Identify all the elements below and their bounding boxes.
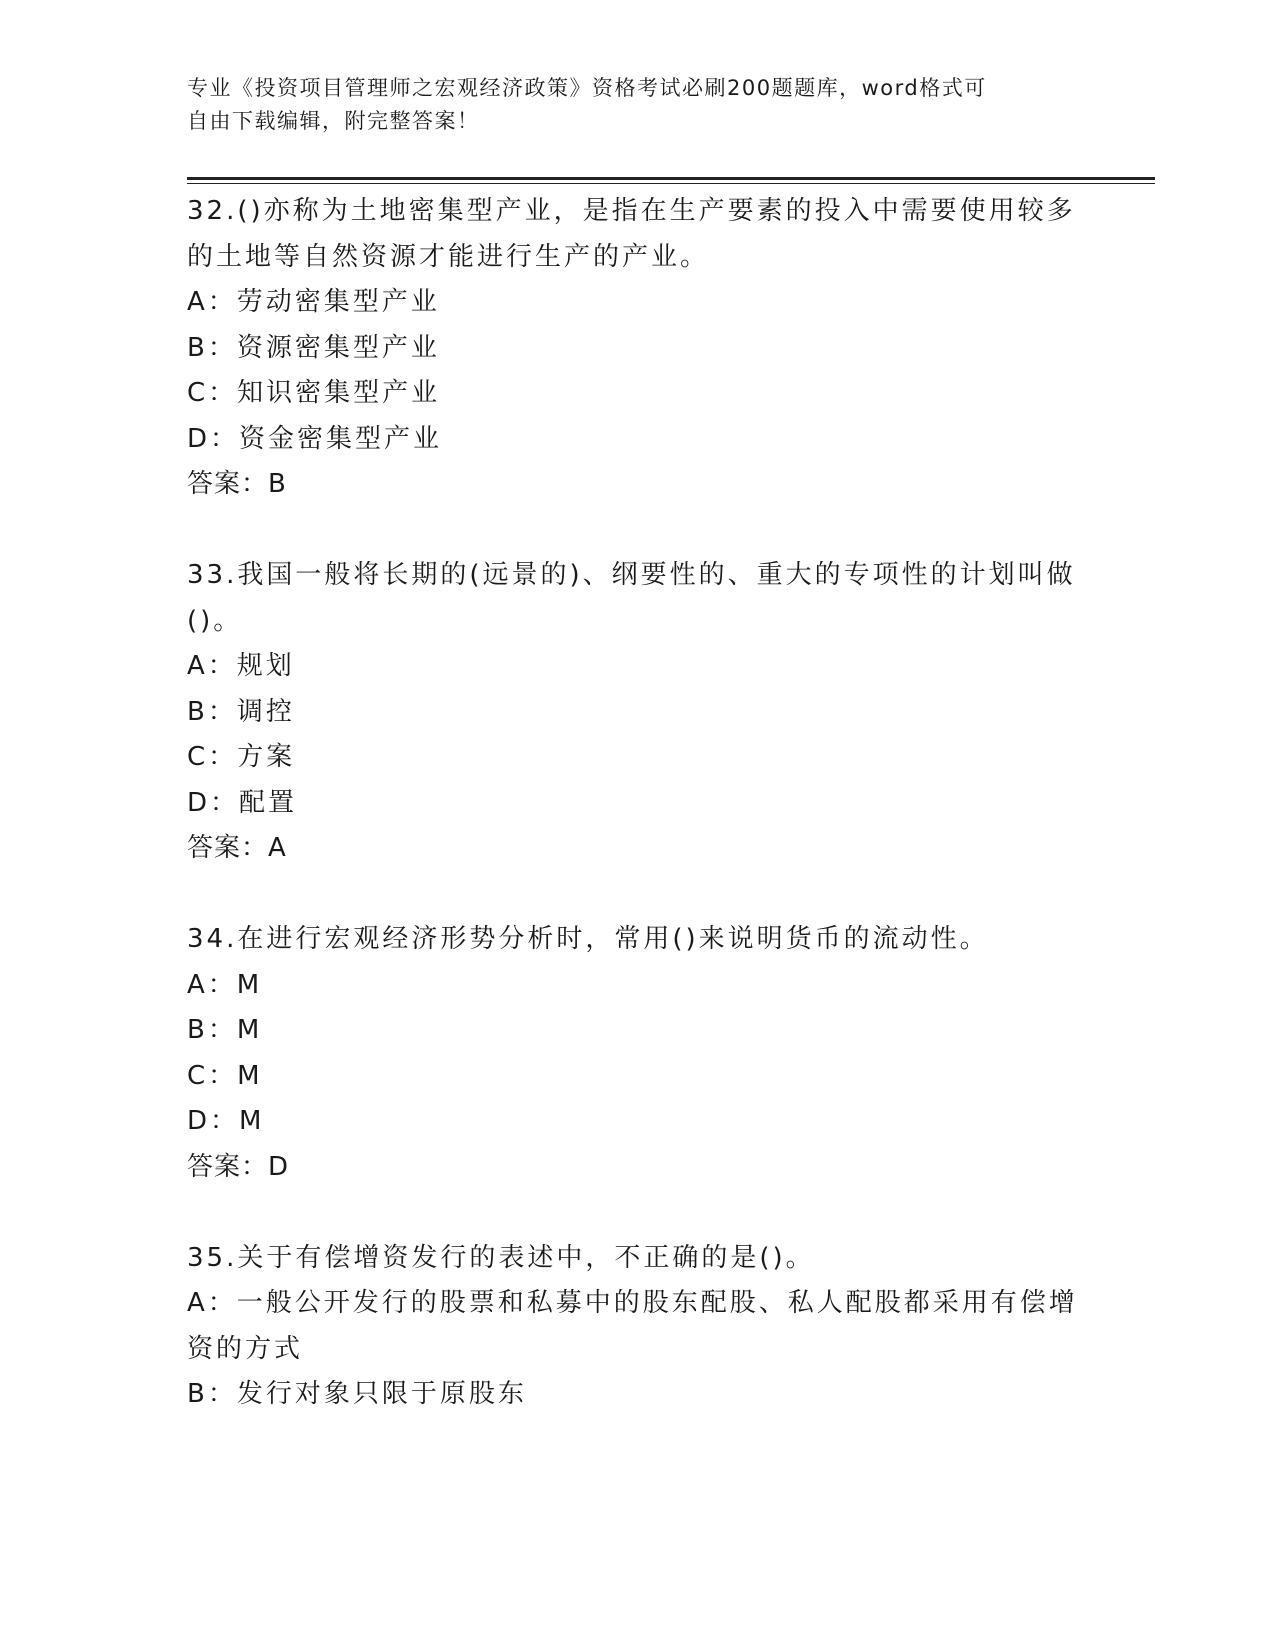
option-c: C：知识密集型产业: [187, 378, 441, 408]
option-d: D：M: [187, 1106, 265, 1136]
header-line: 专业《投资项目管理师之宏观经济政策》资格考试必刷200题题库，word格式可: [187, 76, 987, 100]
question-34: [187, 917, 1087, 1190]
question-stem: 33.我国一般将长期的(远景的)、纲要性的、重大的专项性的计划叫做: [187, 560, 1076, 590]
spacer: [187, 508, 1087, 554]
question-stem: 32.()亦称为土地密集型产业，是指在生产要素的投入中需要使用较多: [187, 196, 1076, 226]
question-32: [187, 189, 1087, 508]
option-b: B：调控: [187, 696, 295, 727]
option-a: A：规划: [187, 651, 295, 681]
question-35: [187, 1236, 1087, 1418]
answer-line: 答案：B: [187, 469, 287, 499]
question-stem: ()。: [187, 605, 243, 636]
option-a: A：一般公开发行的股票和私募中的股东配股、私人配股都采用有偿增: [187, 1288, 1078, 1318]
question-list: [187, 189, 1087, 1418]
spacer: [187, 872, 1087, 918]
header-divider-thin: [187, 183, 1155, 184]
option-d: D：资金密集型产业: [187, 423, 443, 454]
answer-line: 答案：A: [187, 833, 287, 863]
option-a: A：M: [187, 969, 263, 1000]
option-c: C：M: [187, 1060, 263, 1091]
option-b: B：资源密集型产业: [187, 332, 440, 363]
option-a: A：劳动密集型产业: [187, 287, 440, 317]
question-33: [187, 553, 1087, 872]
question-stem: 35.关于有偿增资发行的表述中，不正确的是()。: [187, 1242, 815, 1273]
document-header: [187, 72, 1067, 138]
option-b: B：发行对象只限于原股东: [187, 1379, 527, 1409]
option-d: D：配置: [187, 787, 298, 818]
option-a-continued: 资的方式: [187, 1333, 304, 1364]
question-stem: 34.在进行宏观经济形势分析时，常用()来说明货币的流动性。: [187, 924, 989, 954]
spacer: [187, 1190, 1087, 1236]
answer-line: 答案：D: [187, 1151, 290, 1182]
option-b: B：M: [187, 1015, 263, 1045]
option-c: C：方案: [187, 742, 296, 772]
header-line: 自由下载编辑，附完整答案！: [187, 109, 480, 133]
header-divider-thick: [187, 177, 1155, 180]
question-stem: 的土地等自然资源才能进行生产的产业。: [187, 241, 710, 272]
